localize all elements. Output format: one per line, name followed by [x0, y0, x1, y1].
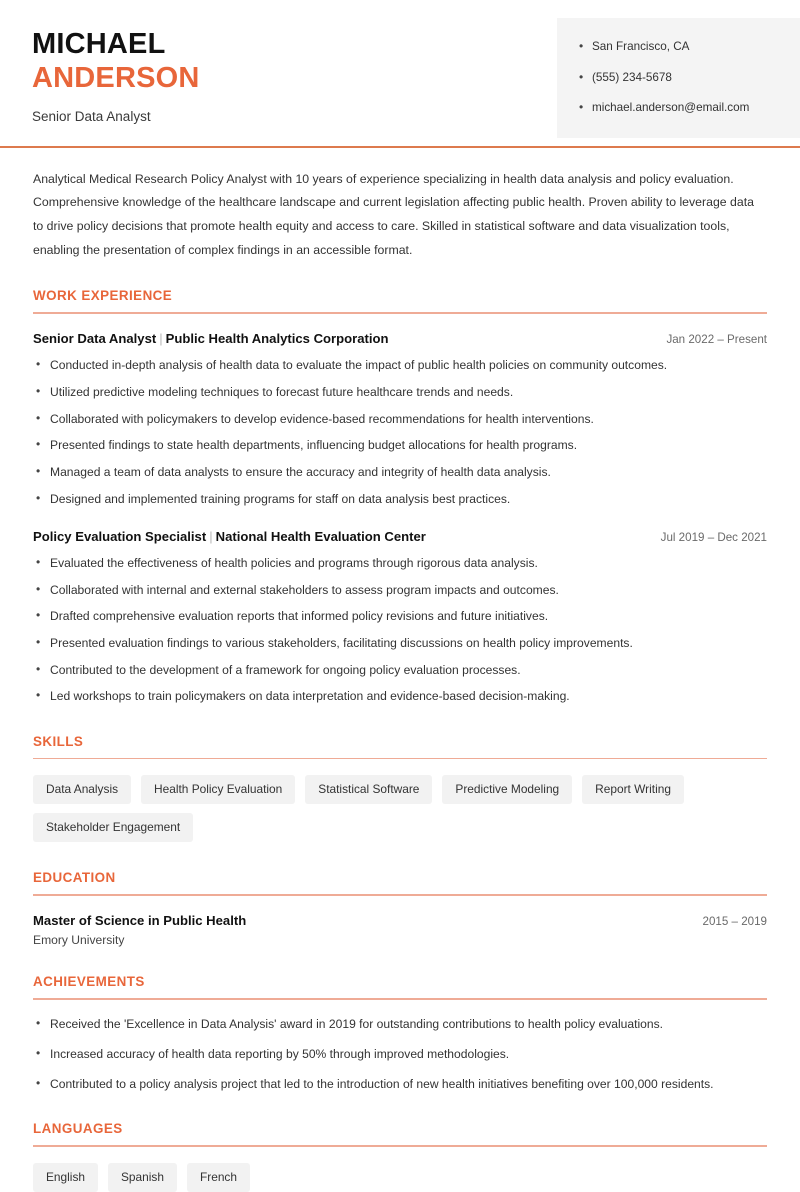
experience-entry-header	[33, 331, 767, 347]
list-item: • Designed and implemented training programs for staff on data analysis best practices.	[33, 491, 767, 508]
experience-bullets	[33, 357, 767, 508]
section-title-languages: LANGUAGES	[33, 1121, 123, 1137]
list-item: • Led workshops to train policymakers on data interpretation and evidence-based decision-making.	[33, 688, 767, 705]
first-name: MICHAEL	[32, 28, 166, 60]
skill-chip: Stakeholder Engagement	[33, 813, 193, 842]
section-achievements	[33, 974, 767, 1093]
education-degree: Master of Science in Public Health	[33, 912, 247, 928]
section-title-skills: SKILLS	[33, 733, 84, 749]
skill-chip: Data Analysis	[33, 775, 131, 804]
experience-entry-header	[33, 529, 767, 545]
experience-date: Jan 2022 – Present	[666, 332, 767, 346]
section-education	[33, 870, 767, 947]
section-divider	[33, 894, 767, 896]
education-entry	[33, 913, 767, 947]
experience-company: National Health Evaluation Center	[215, 528, 426, 544]
professional-summary: Analytical Medical Research Policy Analyst with 10 years of experience specializing in health data analysis and policy evaluation. Comprehensive knowledge of the healthcare landscape and current legislation affecting public health. Proven ability to leverage data to drive policy decisions that promote health equity and access to care. Skilled in statistical software and data visualization tools, enabling the presentation of complex findings in an accessible format.	[33, 171, 754, 257]
experience-role: Senior Data Analyst	[33, 330, 157, 346]
section-title-achievements: ACHIEVEMENTS	[33, 973, 145, 989]
header-identity	[0, 18, 557, 138]
list-item: • Presented findings to state health departments, influencing budget allocations for health programs.	[33, 437, 767, 454]
education-date: 2015 – 2019	[702, 914, 767, 928]
list-item: • Contributed to the development of a framework for ongoing policy evaluation processes.	[33, 662, 767, 679]
list-item: • Utilized predictive modeling techniques to forecast future healthcare trends and needs.	[33, 384, 767, 401]
list-item: • Collaborated with policymakers to develop evidence-based recommendations for health interventions.	[33, 411, 767, 428]
section-title-education: EDUCATION	[33, 870, 116, 886]
language-chip: French	[187, 1163, 250, 1192]
title-separator: |	[159, 330, 163, 346]
resume-header	[0, 0, 800, 138]
skill-chip: Report Writing	[582, 775, 684, 804]
contact-info-box	[557, 18, 800, 138]
section-divider	[33, 312, 767, 314]
section-divider	[33, 1145, 767, 1147]
experience-role: Policy Evaluation Specialist	[33, 528, 207, 544]
experience-entry	[33, 529, 767, 706]
section-title-work-experience: WORK EXPERIENCE	[33, 288, 173, 304]
experience-heading	[33, 331, 389, 347]
list-item: • Increased accuracy of health data reporting by 50% through improved methodologies.	[33, 1046, 767, 1063]
skill-chip: Statistical Software	[305, 775, 432, 804]
list-item: • Conducted in-depth analysis of health data to evaluate the impact of public health policies on community outcomes.	[33, 357, 767, 374]
skills-chip-list	[33, 775, 767, 842]
education-entry-header	[33, 913, 767, 928]
section-skills	[33, 734, 767, 843]
experience-bullets	[33, 555, 767, 706]
header-divider	[0, 146, 800, 148]
languages-chip-list	[33, 1163, 767, 1192]
section-languages	[33, 1121, 767, 1192]
achievements-bullets	[33, 1016, 767, 1094]
contact-email[interactable]: • michael.anderson@email.com	[579, 101, 784, 116]
experience-date: Jul 2019 – Dec 2021	[660, 530, 767, 544]
list-item: • Evaluated the effectiveness of health policies and programs through rigorous data analysis.	[33, 555, 767, 572]
section-divider	[33, 998, 767, 1000]
contact-location: • San Francisco, CA	[579, 40, 784, 55]
experience-heading	[33, 529, 426, 545]
list-item: • Contributed to a policy analysis project that led to the introduction of new health initiatives benefiting over 100,000 residents.	[33, 1076, 767, 1093]
section-divider	[33, 758, 767, 760]
experience-company: Public Health Analytics Corporation	[165, 330, 389, 346]
last-name: ANDERSON	[32, 61, 200, 94]
list-item: • Collaborated with internal and external stakeholders to assess program impacts and outcomes.	[33, 582, 767, 599]
list-item: • Presented evaluation findings to various stakeholders, facilitating discussions on health policy improvements.	[33, 635, 767, 652]
education-school: Emory University	[33, 932, 125, 947]
resume-body	[0, 168, 800, 1192]
skill-chip: Predictive Modeling	[442, 775, 572, 804]
list-item: • Managed a team of data analysts to ensure the accuracy and integrity of health data analysis.	[33, 464, 767, 481]
list-item: • Drafted comprehensive evaluation reports that informed policy revisions and future initiatives.	[33, 608, 767, 625]
contact-list	[579, 40, 784, 116]
headline-job-title: Senior Data Analyst	[32, 109, 151, 125]
skill-chip: Health Policy Evaluation	[141, 775, 295, 804]
language-chip: English	[33, 1163, 98, 1192]
language-chip: Spanish	[108, 1163, 177, 1192]
title-separator: |	[209, 528, 213, 544]
section-work-experience	[33, 288, 767, 705]
experience-entry	[33, 331, 767, 508]
contact-phone[interactable]: • (555) 234-5678	[579, 71, 784, 86]
list-item: • Received the 'Excellence in Data Analysis' award in 2019 for outstanding contributions to health policy evaluations.	[33, 1016, 767, 1033]
